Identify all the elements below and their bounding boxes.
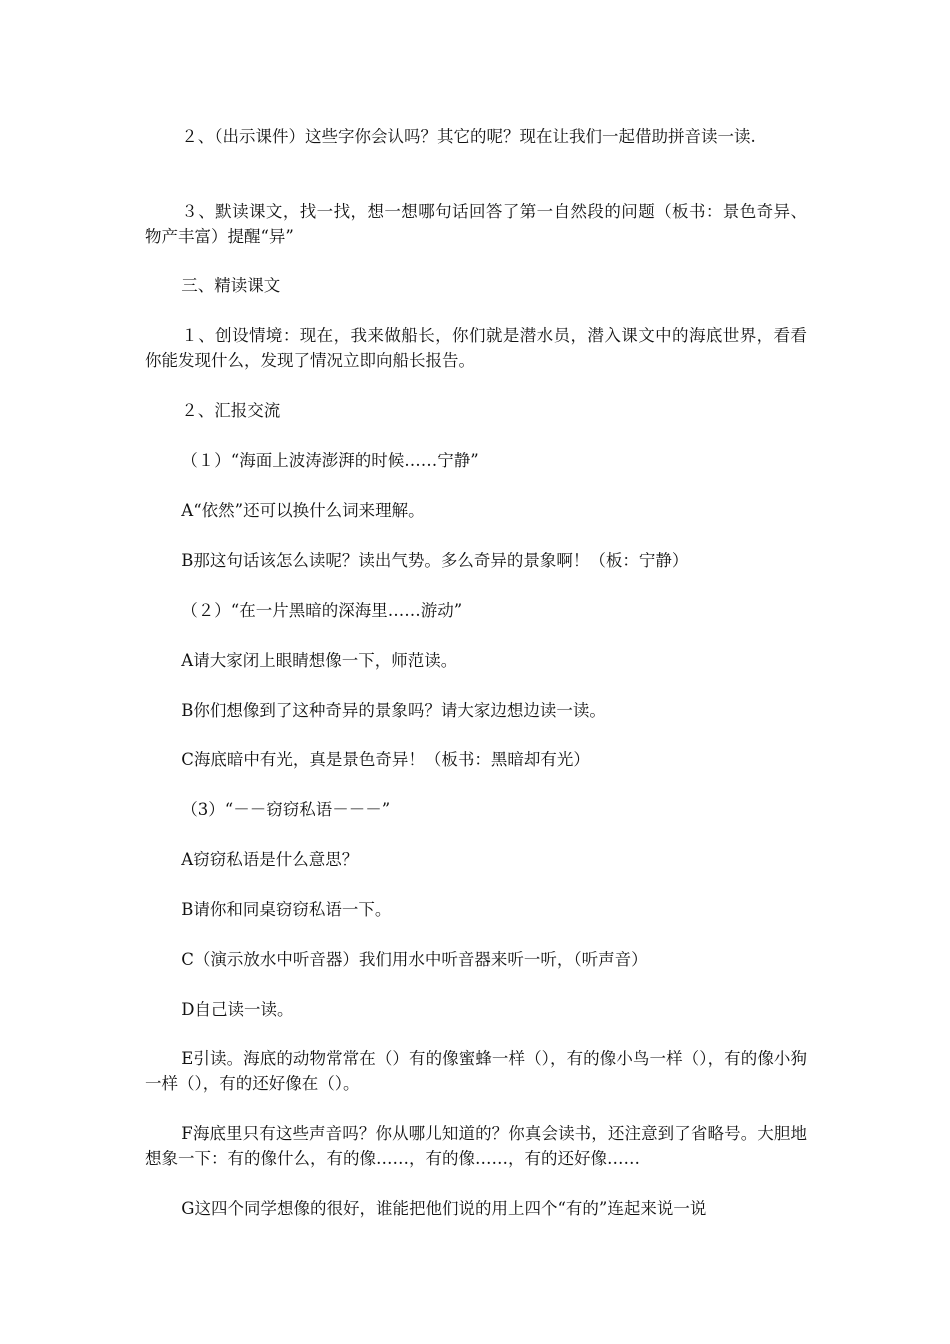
paragraph-9: A请大家闭上眼睛想像一下，师范读。 — [181, 651, 458, 670]
paragraph-17: E引读。海底的动物常常在（）有的像蜜蜂一样（），有的像小鸟一样（），有的像小狗一样（），有的还好像在（）。 — [145, 1049, 807, 1093]
paragraph-13: A窃窃私语是什么意思？ — [181, 850, 359, 869]
paragraph-7: B那这句话该怎么读呢？读出气势。多么奇异的景象啊！（板：宁静） — [181, 551, 689, 570]
section-heading: 三、精读课文 — [181, 276, 281, 295]
paragraph-6: A“依然”还可以换什么词来理解。 — [181, 501, 425, 520]
paragraph-5: （１）“海面上波涛澎湃的时候……宁静” — [181, 451, 479, 470]
paragraph-4: ２、汇报交流 — [181, 401, 281, 420]
paragraph-14: B请你和同桌窃窃私语一下。 — [181, 900, 392, 919]
paragraph-1: ２、（出示课件）这些字你会认吗？其它的呢？现在让我们一起借助拼音读一读. — [181, 127, 756, 146]
paragraph-16: D自己读一读。 — [181, 1000, 294, 1019]
paragraph-12: （3）“－－窃窃私语－－－” — [181, 800, 391, 819]
paragraph-8: （２）“在一片黑暗的深海里……游动” — [181, 601, 463, 620]
paragraph-2: ３、默读课文，找一找，想一想哪句话回答了第一自然段的问题（板书：景色奇异、物产丰富）提醒“异” — [145, 202, 807, 246]
paragraph-11: C海底暗中有光，真是景色奇异！（板书：黑暗却有光） — [181, 750, 590, 769]
paragraph-10: B你们想像到了这种奇异的景象吗？请大家边想边读一读。 — [181, 701, 606, 720]
paragraph-15: C（演示放水中听音器）我们用水中听音器来听一听，（听声音） — [181, 950, 648, 969]
paragraph-19: G这四个同学想像的很好，谁能把他们说的用上四个“有的”连起来说一说 — [181, 1199, 707, 1218]
paragraph-18: F海底里只有这些声音吗？你从哪儿知道的？你真会读书，还注意到了省略号。大胆地想象一下：有的像什么，有的像……，有的像……，有的还好像…… — [145, 1124, 807, 1168]
paragraph-3: １、创设情境：现在，我来做船长，你们就是潜水员，潜入课文中的海底世界，看看你能发现什么，发现了情况立即向船长报告。 — [145, 326, 807, 370]
